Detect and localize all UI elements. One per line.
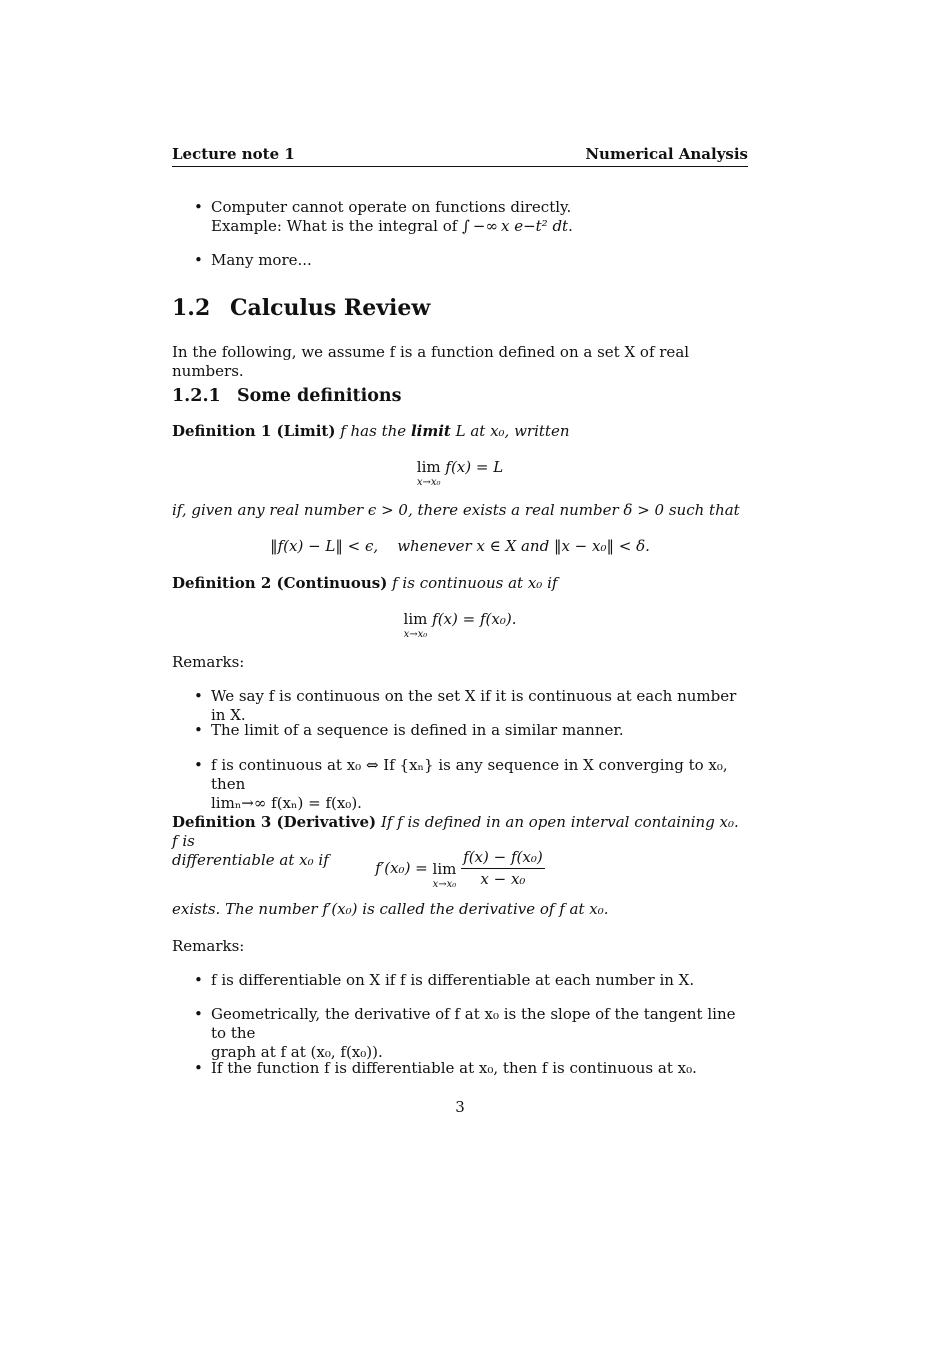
- equation-rhs: f(x) = f(x₀).: [432, 610, 517, 628]
- header-right: Numerical Analysis: [585, 145, 748, 163]
- subsection-title: Some definitions: [237, 386, 402, 406]
- section-number: 1.2: [172, 295, 211, 321]
- definition-text: f has the limit L at x₀, written: [340, 422, 570, 440]
- list-item: The limit of a sequence is defined in a similar manner.: [211, 721, 624, 739]
- bullet-line: [211, 217, 748, 236]
- fraction-numerator: f(x) − f(x₀): [461, 848, 545, 869]
- difference-quotient: [461, 848, 545, 889]
- definition-text: differentiable at x₀ if: [172, 851, 329, 869]
- bullet-icon: •: [194, 756, 203, 774]
- page-number: 3: [455, 1098, 465, 1116]
- definition-label: Definition 2 (Continuous): [172, 574, 388, 592]
- equation-lhs: f′(x₀) =: [375, 859, 428, 877]
- equation-rhs: f(x) = L: [445, 458, 504, 476]
- list-item: f is differentiable on X if f is differentiable at each number in X.: [211, 971, 695, 989]
- definition-text: If f is defined in an open interval containing x₀. f is: [172, 813, 739, 850]
- equation-epsilon-delta: ‖f(x) − L‖ < ϵ, whenever x ∈ X and ‖x − x₀‖ < δ.: [270, 537, 650, 555]
- subsection-number: 1.2.1: [172, 386, 221, 406]
- integral-formula: ∫ −∞ x e−t² dt.: [462, 217, 573, 235]
- list-item: Many more...: [211, 251, 312, 269]
- definition-1: [172, 422, 748, 441]
- bullet-icon: •: [194, 198, 203, 216]
- section-intro: In the following, we assume f is a function defined on a set X of real numbers.: [172, 343, 690, 380]
- equation-derivative: [172, 848, 748, 889]
- remarks-title: Remarks:: [172, 937, 245, 955]
- limit-operator: lim x→x₀: [416, 458, 441, 488]
- definition-label: Definition 3 (Derivative): [172, 813, 377, 831]
- limit-operator: lim x→x₀: [403, 610, 428, 640]
- running-header: [172, 145, 748, 167]
- bullet-text: Example: What is the integral of: [211, 217, 463, 235]
- equation-continuity: [172, 610, 748, 640]
- bullet-icon: •: [194, 687, 203, 705]
- list-item: If the function f is differentiable at x₀, then f is continuous at x₀.: [211, 1059, 697, 1077]
- definition-condition: if, given any real number ϵ > 0, there exists a real number δ > 0 such that: [172, 501, 740, 519]
- definition-text: f is continuous at x₀ if: [392, 574, 558, 592]
- bullet-line: Geometrically, the derivative of f at x₀ is the slope of the tangent line to the: [211, 1005, 736, 1042]
- bullet-line: Computer cannot operate on functions directly.: [211, 198, 572, 216]
- section-title: Calculus Review: [230, 295, 431, 321]
- bullet-icon: •: [194, 721, 203, 739]
- bullet-line: graph at f at (x₀, f(x₀)).: [211, 1043, 383, 1061]
- list-item: We say f is continuous on the set X if it is continuous at each number in X.: [211, 687, 737, 724]
- bullet-icon: •: [194, 1059, 203, 1077]
- limit-operator: lim x→x₀: [432, 859, 457, 890]
- list-item: [211, 198, 748, 236]
- definition-after: exists. The number f′(x₀) is called the derivative of f at x₀.: [172, 900, 609, 918]
- definition-2: [172, 574, 748, 593]
- remarks-title: Remarks:: [172, 653, 245, 671]
- definition-label: Definition 1 (Limit): [172, 422, 336, 440]
- list-item: [211, 756, 748, 813]
- bullet-line: f is continuous at x₀ ⇔ If {xₙ} is any sequence in X converging to x₀, then: [211, 756, 728, 793]
- bullet-icon: •: [194, 971, 203, 989]
- list-item: [211, 1005, 748, 1062]
- equation-limit: [172, 458, 748, 488]
- bullet-line: limₙ→∞ f(xₙ) = f(x₀).: [211, 794, 362, 812]
- fraction-denominator: x − x₀: [480, 870, 526, 888]
- bullet-icon: •: [194, 1005, 203, 1023]
- bullet-icon: •: [194, 251, 203, 269]
- header-left: Lecture note 1: [172, 145, 295, 163]
